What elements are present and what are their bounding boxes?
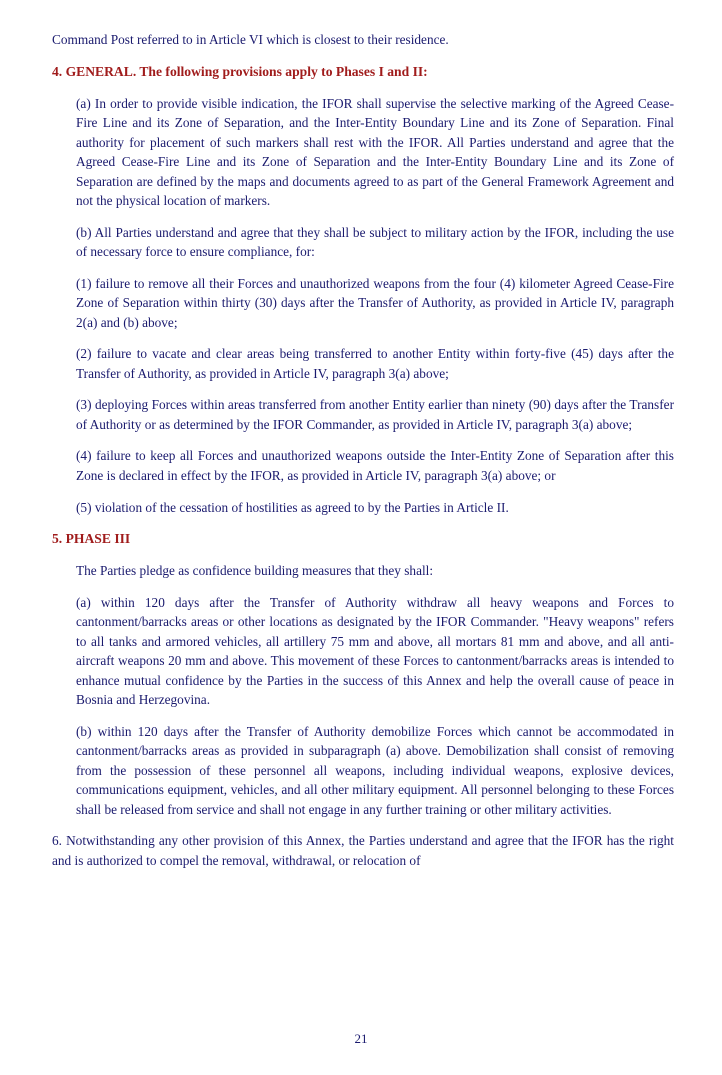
paragraph-4b-2: (2) failure to vacate and clear areas being transferred to another Entity within forty-five (45) days after the Transfer of Authority, as provided in Article IV, paragraph 3(a) above; [76, 346, 674, 381]
page-number: 21 [354, 1031, 368, 1046]
paragraph-5b: (b) within 120 days after the Transfer of Authority demobilize Forces which cannot be accommodated in cantonment/barracks areas as provided in subparagraph (a) above. Demobilization shall consist of removing from the possession of these personnel all weapons, including individual weapons, explosive devices, communications equipment, vehicles, and all other military equipment. All personnel belonging to these Forces shall be released from service and shall not engage in any further training or other military activities. [76, 723, 674, 817]
paragraph-4b-1: (1) failure to remove all their Forces and unauthorized weapons from the four (4) kilometer Agreed Cease-Fire Zone of Separation within thirty (30) days after the Transfer of Authority, as provided in Article IV, paragraph 2(a) and (b) above; [76, 275, 674, 330]
paragraph-4b-4: (4) failure to keep all Forces and unauthorized weapons outside the Inter-Entity Zone of Separation after this Zone is declared in effect by the IFOR, as provided in Article IV, paragraph 3(a) above; or [76, 448, 674, 483]
paragraph-intro: Command Post referred to in Article VI which is closest to their residence. [52, 32, 449, 47]
section-heading-phase-iii: 5. PHASE III [52, 531, 131, 547]
paragraph-5-intro: The Parties pledge as confidence building measures that they shall: [76, 563, 434, 579]
paragraph-4a: (a) In order to provide visible indication, the IFOR shall supervise the selective marking of the Agreed Cease-Fire Line and its Zone of Separation, and the Inter-Entity Boundary Line and its Zone of Separation. Final authority for placement of such markers shall rest with the IFOR. All Parties understand and agree that the Agreed Cease-Fire Line and its Zone of Separation and the Inter-Entity Boundary Line and its Zone of Separation are defined by the maps and documents agreed to as part of the General Framework Agreement and not the physical location of markers. [76, 95, 674, 209]
paragraph-6: 6. Notwithstanding any other provision of this Annex, the Parties understand and agree that the IFOR has the right and is authorized to compel the removal, withdrawal, or relocation of [52, 833, 674, 868]
paragraph-4b-5: (5) violation of the cessation of hostilities as agreed to by the Parties in Article II. [76, 499, 509, 515]
section-heading-general: 4. GENERAL. The following provisions apply to Phases I and II: [52, 63, 428, 79]
paragraph-5a: (a) within 120 days after the Transfer of Authority withdraw all heavy weapons and Forces to cantonment/barracks areas or other locations as designated by the IFOR Commander. "Heavy weapons" refers to all tanks and armored vehicles, all artillery 75 mm and above, all mortars 81 mm and above, and all anti-aircraft weapons 20 mm and above. This movement of these Forces to cantonment/barracks areas is intended to enhance mutual confidence by the Parties in the success of this Annex and help the overall cause of peace in Bosnia and Herzegovina. [76, 594, 674, 708]
paragraph-4b-3: (3) deploying Forces within areas transferred from another Entity earlier than ninety (90) days after the Transfer of Authority or as determined by the IFOR Commander, as provided in Article IV, paragraph 3(a) above; [76, 397, 674, 432]
paragraph-4b: (b) All Parties understand and agree that they shall be subject to military action by the IFOR, including the use of necessary force to ensure compliance, for: [76, 224, 674, 260]
